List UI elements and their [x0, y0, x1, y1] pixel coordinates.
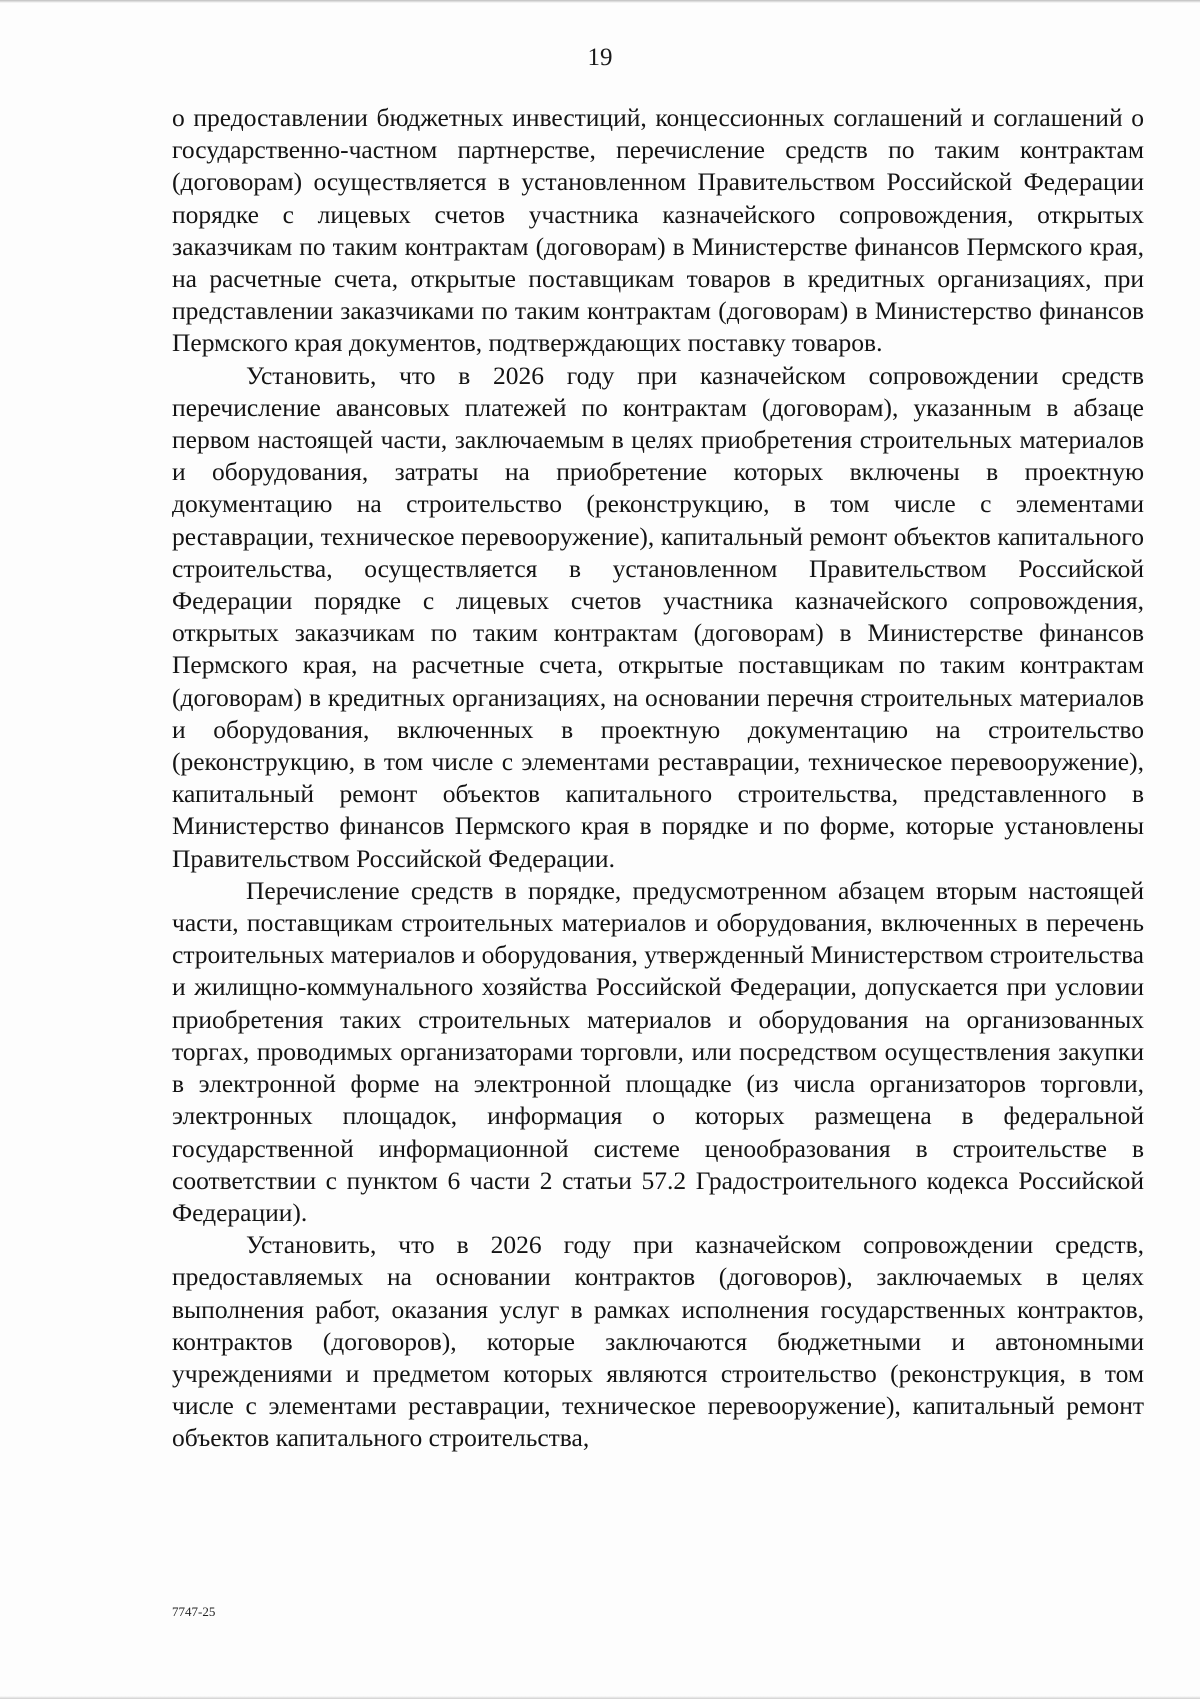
- paragraph: Установить, что в 2026 году при казначейском сопровождении средств перечисление авансовых платежей по контрактам (договорам), указанным в абзаце первом настоящей части, заключаемым в целях приобретения строительных материалов и оборудования, затраты на приобретение которых включены в проектную документацию на строительство (реконструкцию, в том числе с элементами реставрации, техническое перевооружение), капитальный ремонт объектов капитального строительства, осуществляется в установленном Правительством Российской Федерации порядке с лицевых счетов участника казначейского сопровождения, открытых заказчикам по таким контрактам (договорам) в Министерстве финансов Пермского края, на расчетные счета, открытые поставщикам по таким контрактам (договорам) в кредитных организациях, на основании перечня строительных материалов и оборудования, включенных в проектную документацию на строительство (реконструкцию, в том числе с элементами реставрации, техническое перевооружение), капитальный ремонт объектов капитального строительства, представленного в Министерство финансов Пермского края в порядке и по форме, которые установлены Правительством Российской Федерации.: [172, 360, 1144, 873]
- document-code: 7747-25: [172, 1604, 216, 1619]
- scan-edge-top: [0, 0, 1200, 3]
- paragraph-continuation: о предоставлении бюджетных инвестиций, концессионных соглашений и соглашений о государственно-частном партнерстве, перечисление средств по таким контрактам (договорам) осуществляется в установленном Правительством Российской Федерации порядке с лицевых счетов участника казначейского сопровождения, открытых заказчикам по таким контрактам (договорам) в Министерстве финансов Пермского края, на расчетные счета, открытые поставщикам товаров в кредитных организациях, при представлении заказчиками по таким контрактам (договорам) в Министерство финансов Пермского края документов, подтверждающих поставку товаров.: [172, 103, 1144, 358]
- document-body: [172, 102, 1144, 1455]
- paragraph: Установить, что в 2026 году при казначейском сопровождении средств, предоставляемых на основании контрактов (договоров), заключаемых в целях выполнения работ, оказания услуг в рамках исполнения государственных контрактов, контрактов (договоров), которые заключаются бюджетными и автономными учреждениями и предметом которых являются строительство (реконструкция, в том числе с элементами реставрации, техническое перевооружение), капитальный ремонт объектов капитального строительства,: [172, 1230, 1144, 1453]
- paragraph: Перечисление средств в порядке, предусмотренном абзацем вторым настоящей части, поставщикам строительных материалов и оборудования, включенных в перечень строительных материалов и оборудования, утвержденный Министерством строительства и жилищно-коммунального хозяйства Российской Федерации, допускается при условии приобретения таких строительных материалов и оборудования на организованных торгах, проводимых организаторами торговли, или посредством осуществления закупки в электронной форме на электронной площадке (из числа организаторов торговли, электронных площадок, информация о которых размещена в федеральной государственной информационной системе ценообразования в строительстве в соответствии с пунктом 6 части 2 статьи 57.2 Градостроительного кодекса Российской Федерации).: [172, 875, 1144, 1227]
- page-number: 19: [587, 44, 613, 71]
